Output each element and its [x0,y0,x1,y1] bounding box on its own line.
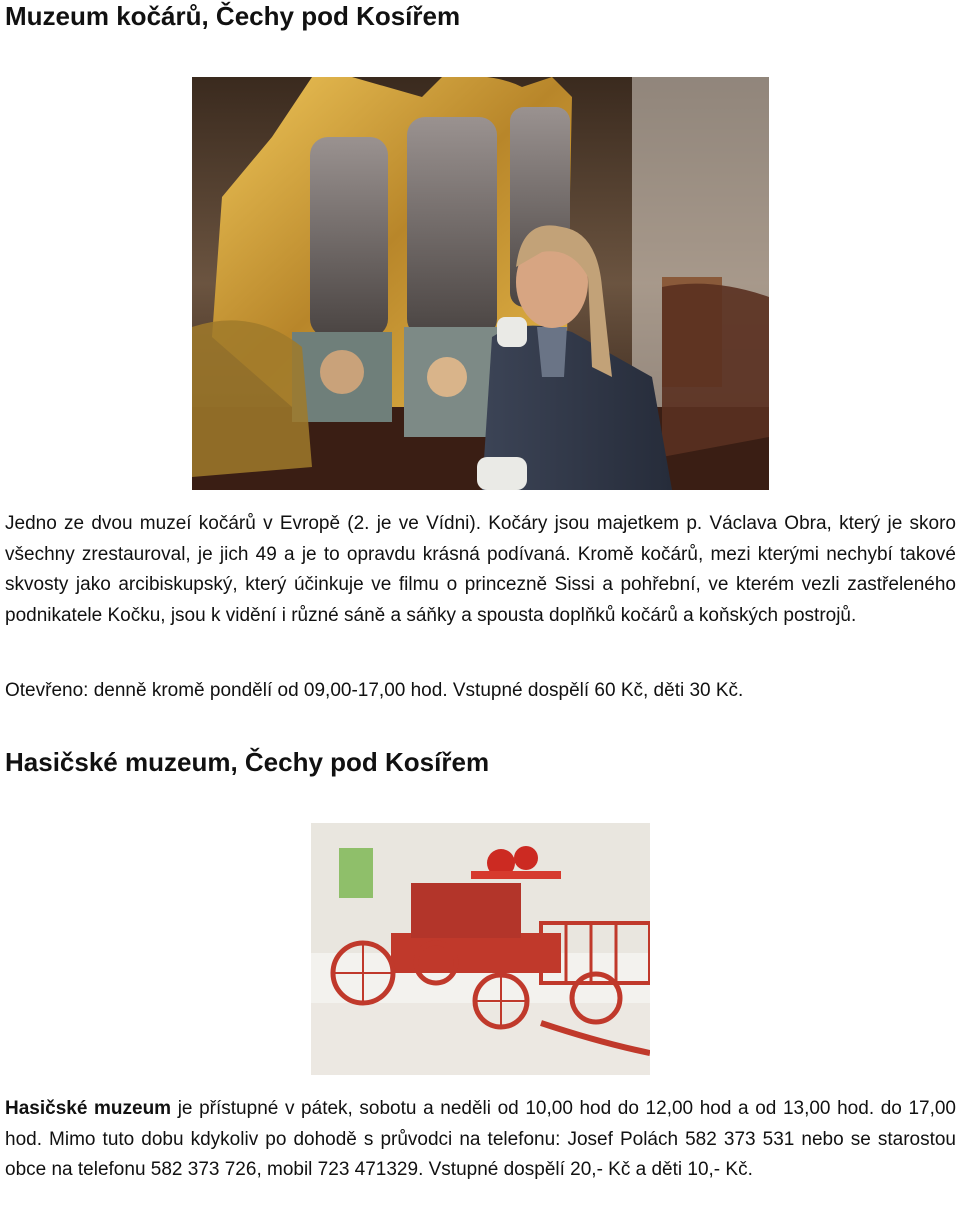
carriage-museum-photo [192,77,769,490]
section-heading-carriage-museum: Muzeum kočárů, Čechy pod Kosířem [5,1,461,31]
section-heading-fire-museum: Hasičské muzeum, Čechy pod Kosířem [5,747,490,777]
fire-museum-photo [311,823,650,1075]
fire-museum-description [5,1094,956,1186]
carriage-museum-description: Jedno ze dvou muzeí kočárů v Evropě (2. je ve Vídni). Kočáry jsou majetkem p. Václava Obra, který je skoro všechny zrestauroval, je jich 49 a je to opravdu krásná podívaná. Kromě kočárů, mezi kterými nechybí takové skvosty jako arcibiskupský, který účinkuje ve filmu o princezně Sissi a pohřební, ve kterém vezli zastřeleného podnikatele Kočku, jsou k vidění i různé sáně a sáňky a spousta doplňků kočárů a koňských postrojů. [5,513,956,626]
fire-engine-photo-illustration [311,823,650,1075]
carriage-museum-opening-hours: Otevřeno: denně kromě pondělí od 09,00-17,00 hod. Vstupné dospělí 60 Kč, děti 30 Kč. [5,680,744,701]
fire-museum-description-text: je přístupné v pátek, sobotu a neděli od 10,00 hod do 12,00 hod a od 13,00 hod. do 17,00 hod. Mimo tuto dobu kdykoliv po dohodě s průvodci na telefonu: Josef Polách 582 373 531 nebo se starostou obce na telefonu 582 373 726, mobil 723 471329. Vstupné dospělí 20,- Kč a děti 10,- Kč. [5,1098,957,1180]
fire-museum-name-bold: Hasičské muzeum [5,1098,172,1119]
carriage-photo-illustration [192,77,769,490]
